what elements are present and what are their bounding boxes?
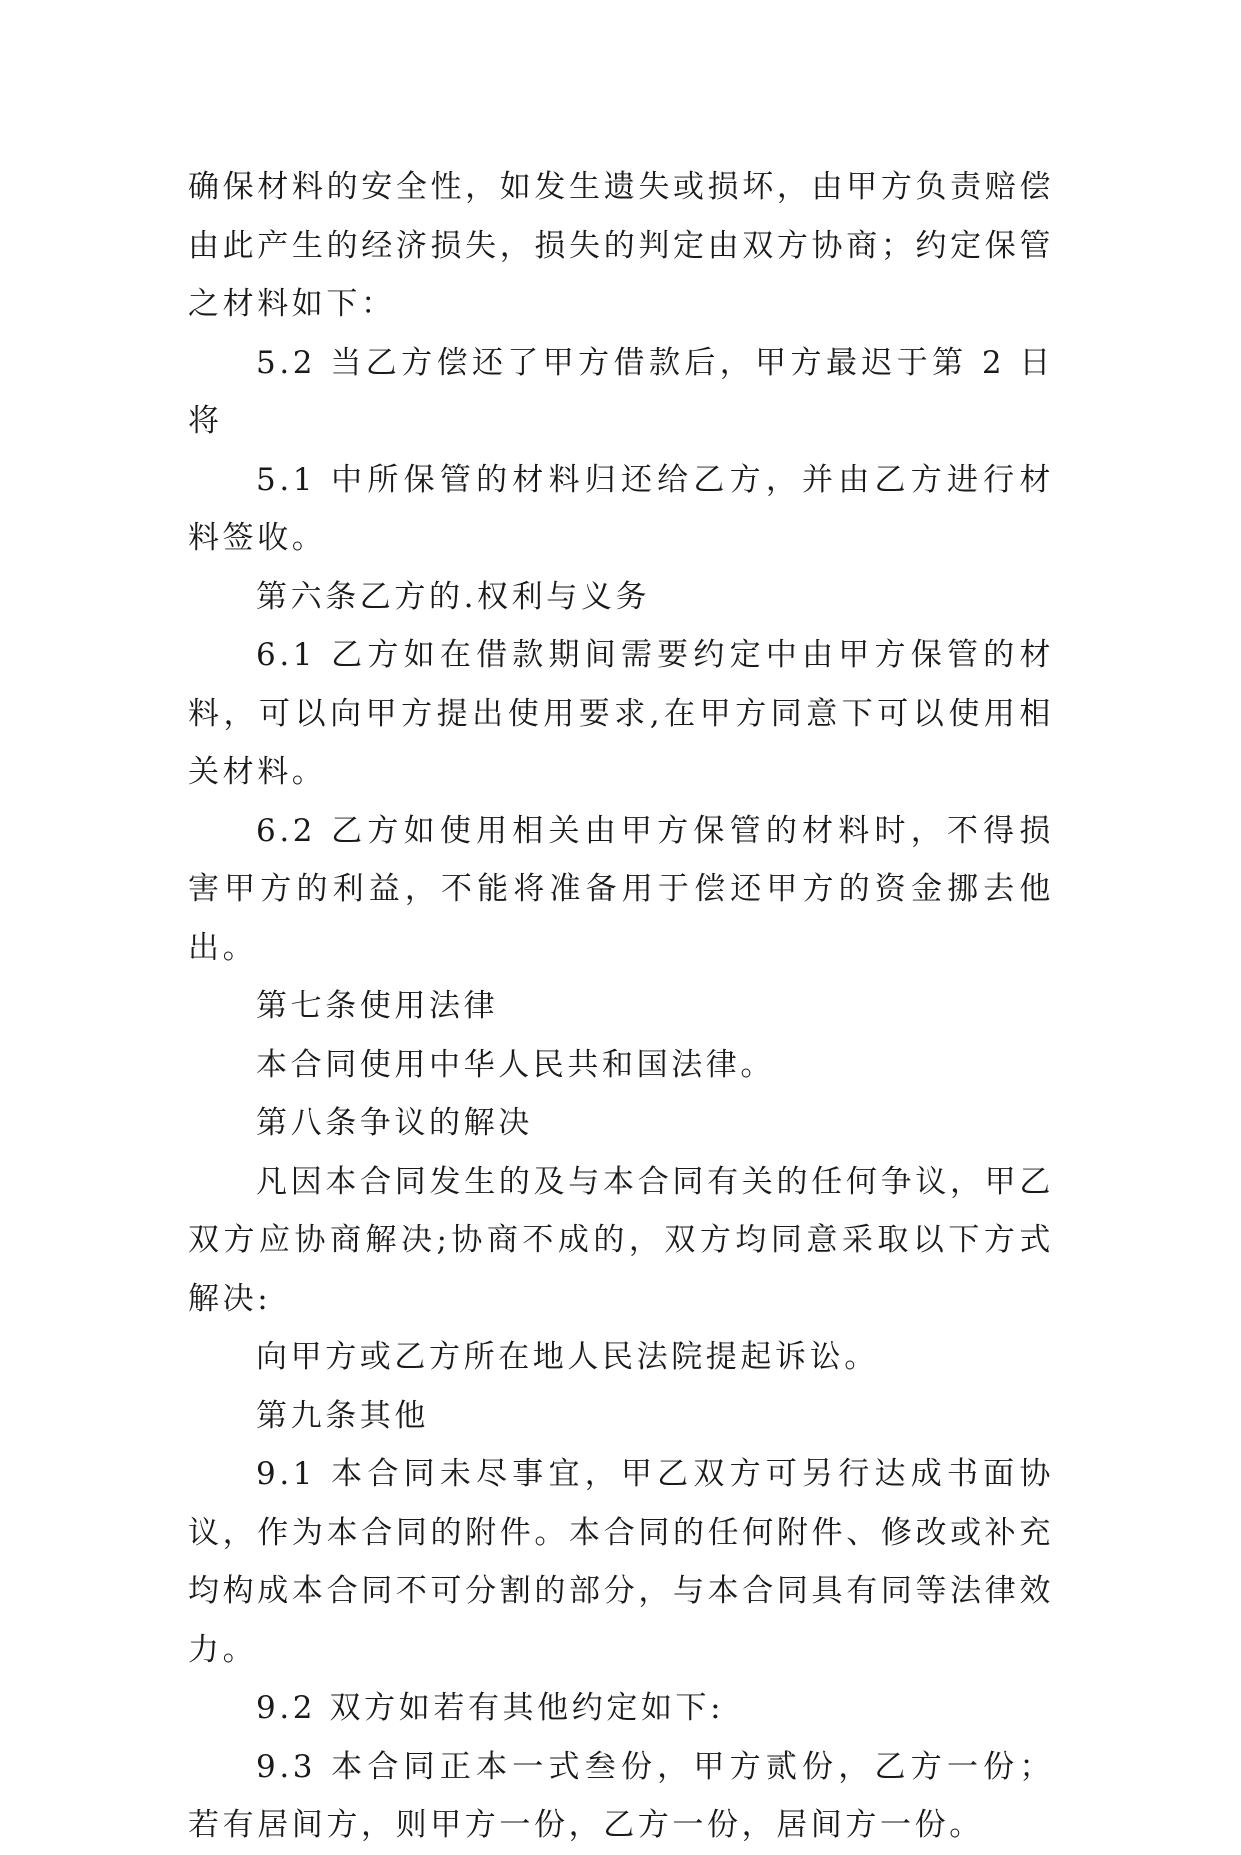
- heading-article-9: 第九条其他: [256, 1397, 429, 1434]
- document-page: [188, 158, 1054, 1855]
- paragraph-litigation: 向甲方或乙方所在地人民法院提起诉讼。: [256, 1339, 879, 1375]
- paragraph-dispute-resolution: 凡因本合同发生的及与本合同有关的任何争议，甲乙双方应协商解决;协商不成的，双方均同意采取以下方式解决:: [188, 1163, 1054, 1317]
- heading-article-8: 第八条争议的解决: [256, 1105, 533, 1141]
- paragraph-6-1: 6.1 乙方如在借款期间需要约定中由甲方保管的材料，可以向甲方提出使用要求,在甲方同意下可以使用相关材料。: [188, 637, 1054, 790]
- paragraph-5-2: 5.2 当乙方偿还了甲方借款后，甲方最迟于第 2 日将: [188, 344, 1054, 439]
- heading-article-6: 第六条乙方的.权利与义务: [256, 578, 651, 615]
- heading-article-7: 第七条使用法律: [256, 988, 499, 1024]
- paragraph-governing-law: 本合同使用中华人民共和国法律。: [256, 1046, 775, 1083]
- paragraph-9-1: 9.1 本合同未尽事宜，甲乙双方可另行达成书面协议，作为本合同的附件。本合同的任何附件、修改或补充均构成本合同不可分割的部分，与本合同具有同等法律效力。: [188, 1456, 1054, 1668]
- paragraph-6-2: 6.2 乙方如使用相关由甲方保管的材料时，不得损害甲方的利益，不能将准备用于偿还甲方的资金挪去他出。: [188, 812, 1054, 966]
- paragraph-5-1: 5.1 中所保管的材料归还给乙方，并由乙方进行材料签收。: [188, 461, 1054, 556]
- paragraph-9-3: 9.3 本合同正本一式叁份，甲方贰份，乙方一份；若有居间方，则甲方一份，乙方一份，居间方一份。: [188, 1748, 1054, 1843]
- paragraph-materials-safety: 确保材料的安全性，如发生遗失或损坏，由甲方负责赔偿由此产生的经济损失，损失的判定由双方协商；约定保管之材料如下：: [188, 169, 1054, 322]
- paragraph-9-2: 9.2 双方如若有其他约定如下:: [256, 1690, 725, 1726]
